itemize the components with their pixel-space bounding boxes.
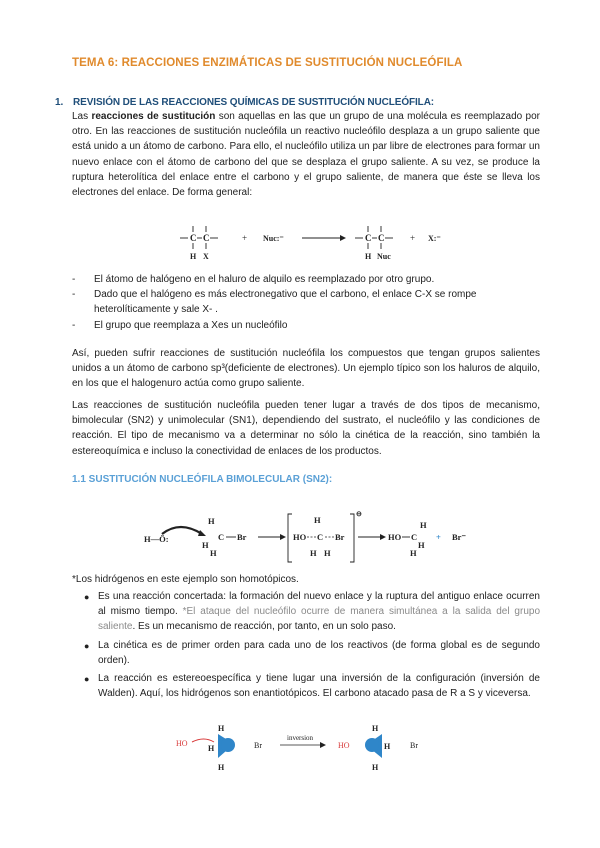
ts-charge: ⊖ [356, 510, 362, 518]
scheme-c1: C [190, 233, 197, 243]
sn2-carbon: C [218, 532, 225, 542]
bullet-text: La cinética es de primer orden para cada uno de los reactivos (de forma global es de segundo orden). [98, 639, 540, 666]
bullet-text: La reacción es estereoespecífica y tiene lugar una inversión de la configuración (inversión de Walden). Aquí, los hidrógenos son enantiotópicos. El carbono atacado pasa de R a S y viceversa. [98, 673, 540, 700]
inv-br-left: Br [254, 741, 262, 750]
ts-h-right: H [324, 548, 331, 558]
scheme-nuc-product: Nuc [377, 252, 391, 261]
dash-item-text: El grupo que reemplaza a Xes un nucleófilo [94, 319, 288, 331]
scheme-plus2: + [410, 233, 416, 243]
bullet-text [98, 589, 540, 635]
inv-h-mid-left: H [208, 744, 215, 753]
scheme-c2: C [203, 233, 210, 243]
inversion-label: inversion [287, 734, 314, 742]
bullet-tail: . Es un mecanismo de reacción, por tanto, en un solo paso. [132, 621, 396, 633]
page-title: TEMA 6: REACCIONES ENZIMÁTICAS DE SUSTITUCIÓN NUCLEÓFILA [72, 57, 463, 69]
list-item: ● Es una reacción concertada: la formación del nuevo enlace y la ruptura del antiguo enlace ocurren al mismo tiempo. *El ataque del nucleófilo ocurre de manera simultánea a la salida del grupo saliente. Es un mecanismo de reacción, por tanto, en un solo paso. [84, 589, 540, 635]
ts-carbon: C [317, 532, 324, 542]
ts-h-left: H [310, 548, 317, 558]
inv-h-mid-right: H [384, 742, 391, 751]
sn2-bullet-list [84, 589, 540, 704]
inv-h-top-left: H [218, 724, 225, 733]
prod-h-bottom: H [410, 548, 417, 558]
scheme-h2: H [365, 252, 372, 261]
walden-inversion-figure [170, 718, 450, 774]
sn2-h-left: H [202, 540, 209, 550]
ts-h-top: H [314, 515, 321, 525]
inv-h-bot-left: H [218, 763, 225, 772]
dash-item-text: Dado que el halógeno es más electronegativo que el carbono, el enlace C-X se rompe heterolíticamente y sale X- . [94, 289, 477, 316]
bullet-main: Es una reacción concertada: la formación del nuevo enlace y la ruptura del antiguo enlace ocurren al mismo tiempo. [98, 591, 540, 618]
prod-h-top: H [420, 520, 427, 530]
dash-list [72, 272, 542, 333]
bullet-grey: *El ataque del nucleófilo ocurre de manera simultánea a la salida del grupo saliente [98, 606, 541, 633]
ts-br: Br [335, 532, 345, 542]
intro-paragraph [72, 109, 540, 200]
scheme-c4: C [378, 233, 385, 243]
dash-item-text: El átomo de halógeno en el haluro de alquilo es reemplazado por otro grupo. [94, 274, 435, 285]
prod-h-right: H [418, 540, 425, 550]
paragraph-2: Así, pueden sufrir reacciones de sustitución nucleófila los compuestos que tengan grupos salientes unidos a un átomo de carbono sp³(deficiente de electrones). Un ejemplo típico son los haluros de alquilo, en los que el halogenuro actúa como grupo saliente. [72, 348, 540, 390]
ts-ho: HO [293, 532, 307, 542]
prod-br-ion: Br⁻ [452, 532, 466, 542]
prod-plus: + [436, 532, 441, 542]
prod-carbon: C [411, 532, 418, 542]
section-1-heading [55, 97, 434, 108]
scheme-h1: H [190, 252, 197, 261]
homotopic-note: *Los hidrógenos en este ejemplo son homotópicos. [72, 574, 299, 585]
dash-item: - El átomo de halógeno en el haluro de alquilo es reemplazado por otro grupo. [72, 272, 542, 287]
prod-ho: HO [388, 532, 402, 542]
general-substitution-scheme [170, 223, 470, 265]
scheme-x: X [203, 252, 209, 261]
list-item: ● La cinética es de primer orden para cada uno de los reactivos (de forma global es de segundo orden). [84, 638, 540, 668]
intro-post: son aquellas en las que un grupo de una molécula es reemplazado por otro. En las reacciones de sustitución nucleófila un reactivo nucleófilo desplaza a un grupo saliente que está unido a un átomo de carbono. Para ello, el nucleófilo utiliza un par libre de electrones para formar un nuevo enlace con el átomo de carbono del que se desplaza el grupo saliente. A su vez, se produce la ruptura heterolítica del enlace entre el carbono y el grupo saliente, de manera que éste se lleva los electrones del enlace. De forma general: [72, 111, 540, 199]
section-1-number: 1. [55, 97, 64, 108]
sn2-mechanism-scheme [140, 508, 480, 568]
list-item: ● La reacción es estereoespecífica y tiene lugar una inversión de la configuración (inversión de Walden). Aquí, los hidrógenos son enantiotópicos. El carbono atacado pasa de R a S y viceversa. [84, 671, 540, 701]
section-1-heading-text: REVISIÓN DE LAS REACCIONES QUÍMICAS DE SUSTITUCIÓN NUCLEÓFILA: [73, 97, 435, 108]
sn2-br: Br [237, 532, 247, 542]
inv-ho-left: HO [176, 739, 188, 748]
scheme-x-leaving: X:⁻ [428, 234, 441, 243]
dash-item: - El grupo que reemplaza a Xes un nucleófilo [72, 318, 542, 333]
paragraph-3: Las reacciones de sustitución nucleófila pueden tener lugar a través de dos tipos de mecanismo, bimolecular (SN2) y unimolecular (SN1), dependiendo del sustrato, el nucleófilo y las condiciones de reacción. El tipo de mecanismo va a determinar no sólo la cinética de la reacción, sino también la estereoquímica e incluso la conectividad de enlaces de los productos. [72, 400, 540, 457]
sn2-h-bottom: H [210, 548, 217, 558]
inv-br-right: Br [410, 741, 418, 750]
scheme-plus1: + [242, 233, 248, 243]
section-1-1-heading: 1.1 SUSTITUCIÓN NUCLEÓFILA BIMOLECULAR (SN2): [72, 474, 333, 485]
inv-h-bot-right: H [372, 763, 379, 772]
sn2-h-top: H [208, 516, 215, 526]
scheme-nuc: Nuc:⁻ [263, 234, 284, 243]
intro-pre: Las [72, 111, 92, 122]
scheme-c3: C [365, 233, 372, 243]
inv-ho-right: HO [338, 741, 350, 750]
intro-bold: reacciones de sustitución [91, 111, 216, 122]
inv-h-top-right: H [372, 724, 379, 733]
sn2-hydroxide: H—Ö: [144, 534, 169, 544]
dash-item: - Dado que el halógeno es más electronegativo que el carbono, el enlace C-X se rompe heterolíticamente y sale X- . [72, 287, 542, 317]
